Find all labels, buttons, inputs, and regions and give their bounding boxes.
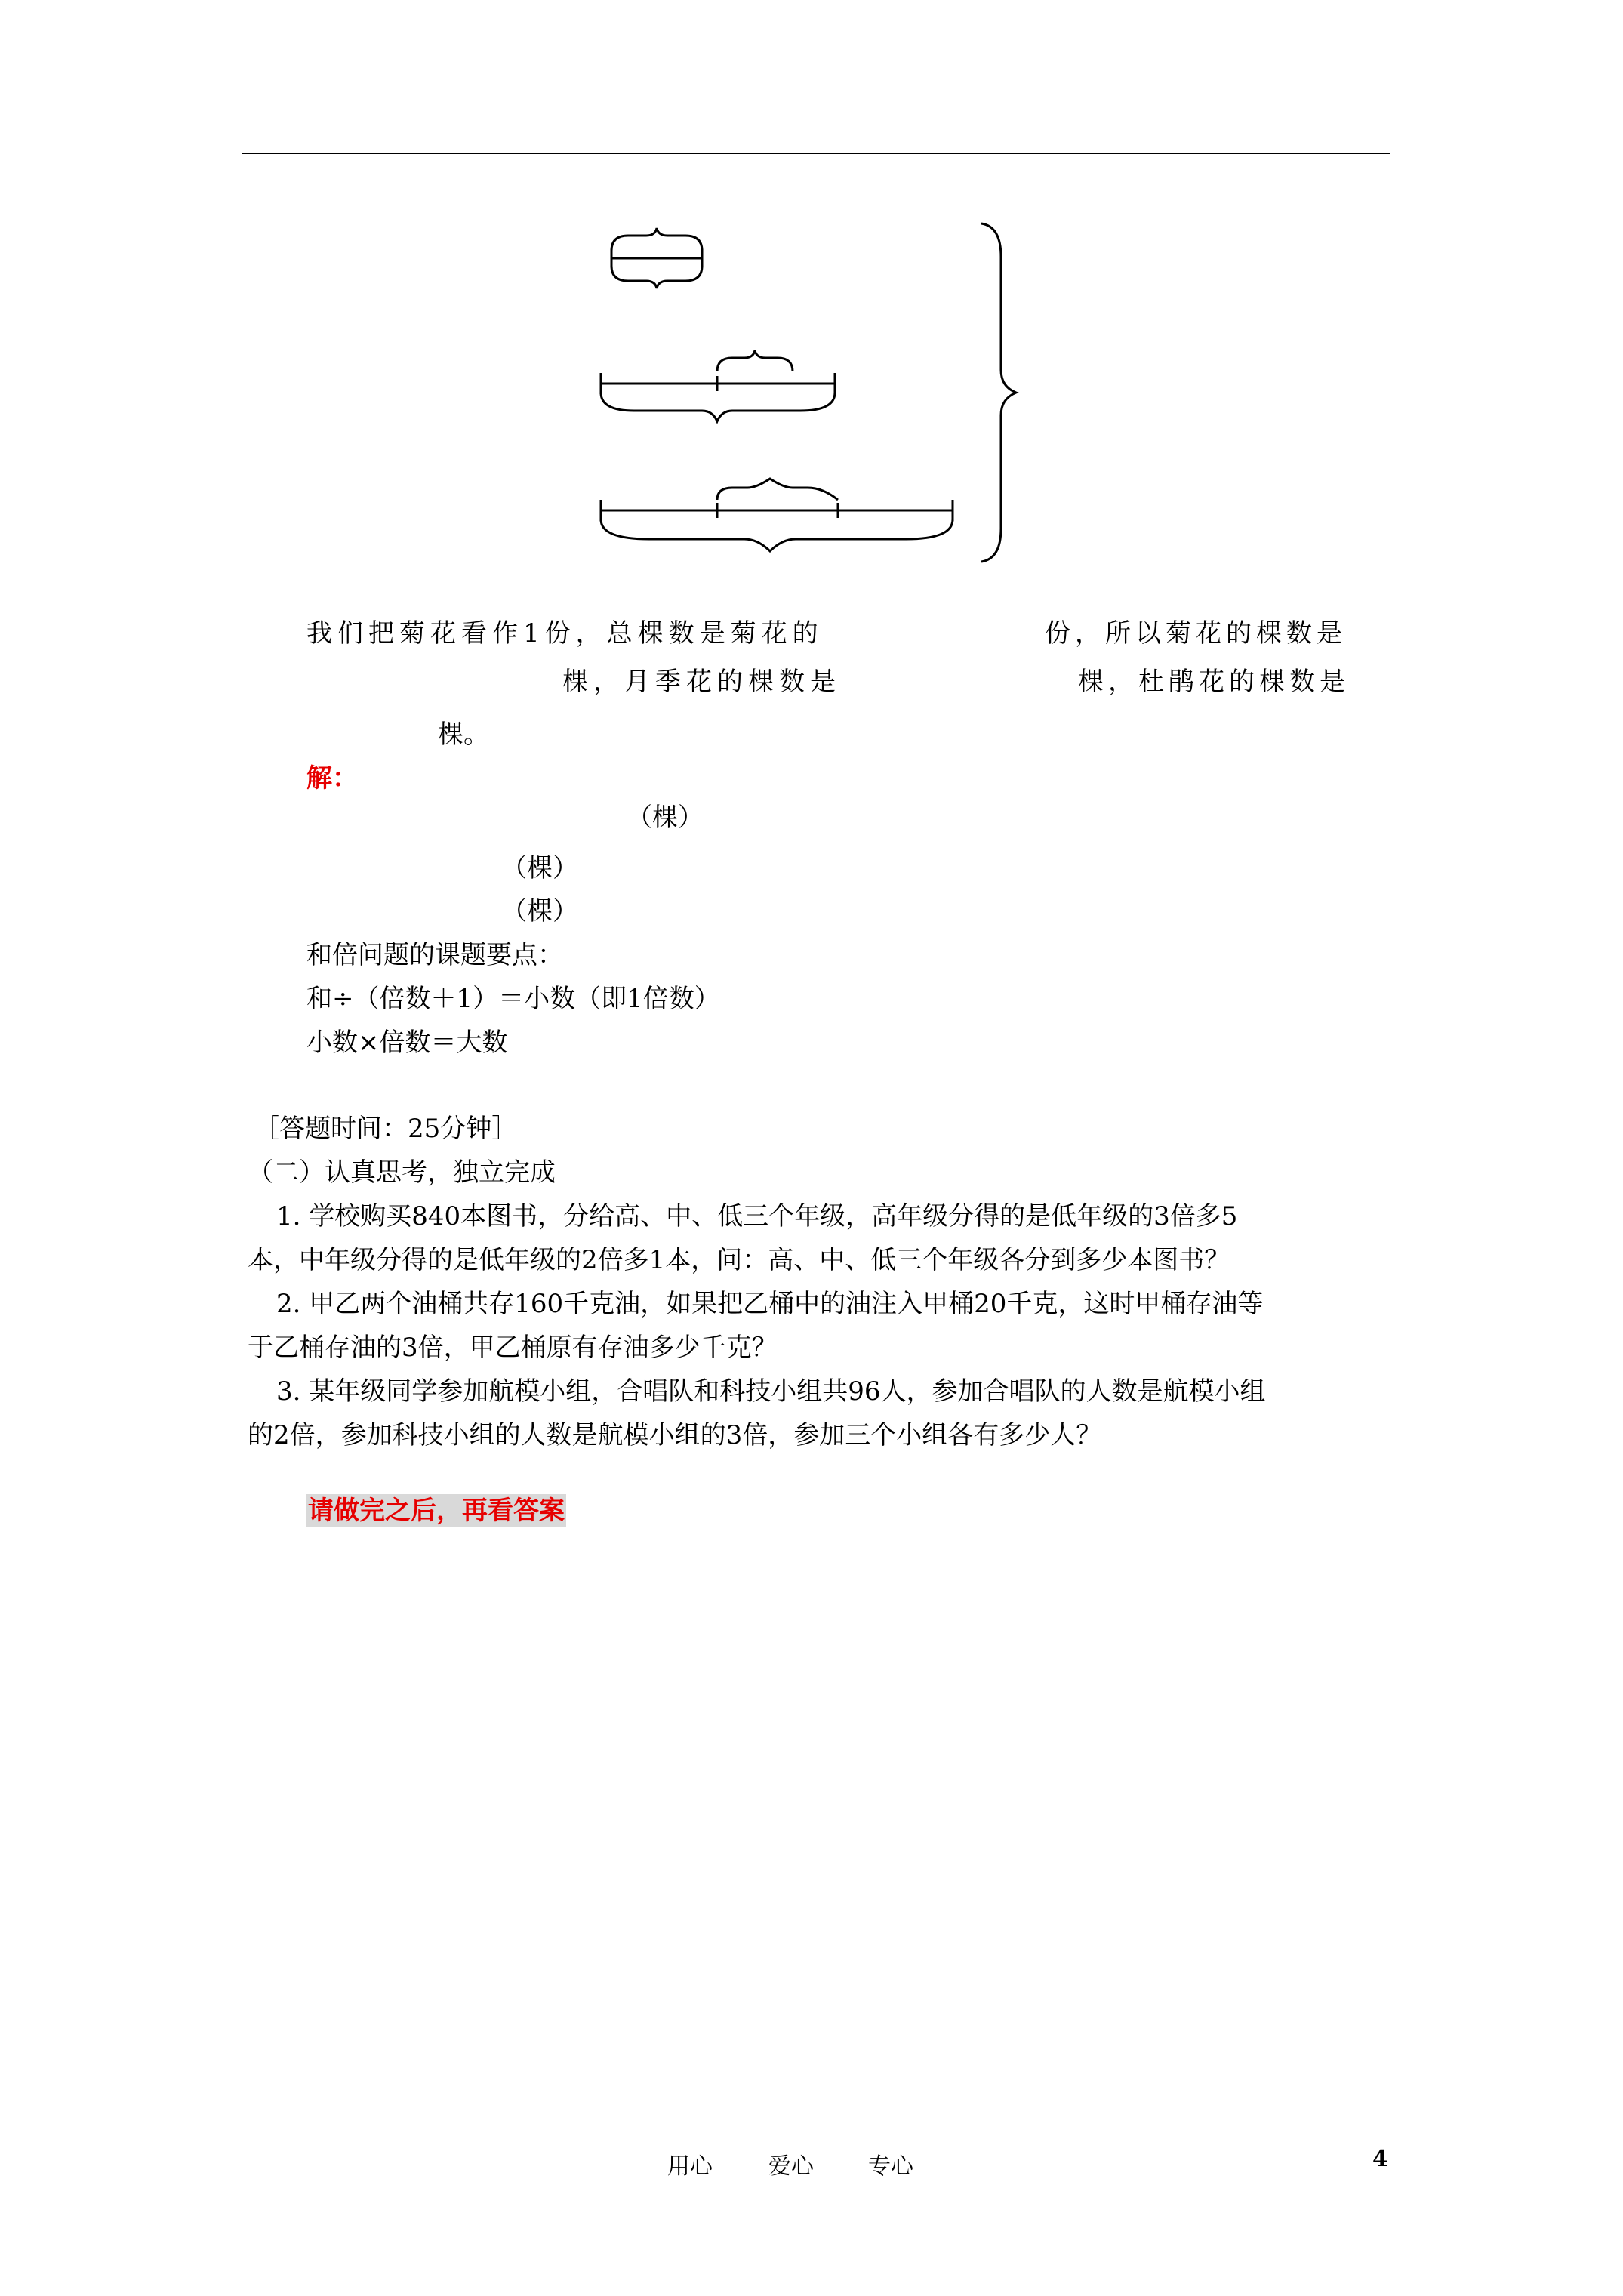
problem-1-line-2: 本，中年级分得的是低年级的2倍多1本，问：高、中、低三个年级各分到多少本图书？ <box>248 1245 1230 1275</box>
section-title: （二）认真思考，独立完成 <box>248 1157 556 1188</box>
solution-unit-2: （棵） <box>501 853 578 883</box>
segment-rose <box>601 350 835 421</box>
problem-1-line-1: 1. 学校购买840本图书，分给高、中、低三个年级，高年级分得的是低年级的3倍多5 <box>276 1201 1238 1231</box>
key-points-title: 和倍问题的课题要点： <box>306 940 563 970</box>
page-number: 4 <box>1372 2146 1388 2172</box>
solution-unit-1: （棵） <box>627 803 704 833</box>
time-note: ［答题时间：25分钟］ <box>254 1114 518 1144</box>
intro-line3: 棵。 <box>438 720 489 750</box>
problem-3-line-2: 的2倍，参加科技小组的人数是航模小组的3倍，参加三个小组各有多少人？ <box>248 1420 1102 1450</box>
segment-azalea <box>601 479 953 551</box>
solution-label: 解： <box>306 763 358 794</box>
segment-diagram <box>589 211 1042 574</box>
solution-unit-3: （棵） <box>501 896 578 926</box>
segment-chrysanthemum <box>611 228 702 288</box>
footer-slogan-3: 专心 <box>868 2153 913 2180</box>
notice: 请做完之后，再看答案 <box>308 1496 565 1526</box>
intro-line1-part2: 份，所以菊花的棵数是 <box>1045 618 1347 649</box>
problem-2-line-1: 2. 甲乙两个油桶共存160千克油，如果把乙桶中的油注入甲桶20千克，这时甲桶存油等 <box>276 1289 1264 1319</box>
intro-line2-part1: 棵，月季花的棵数是 <box>562 667 841 697</box>
key-points-rule-1: 和÷（倍数＋1）＝小数（即1倍数） <box>306 984 720 1014</box>
footer-slogan-2: 爱心 <box>768 2153 814 2180</box>
footer-slogan-1: 用心 <box>667 2153 713 2180</box>
problem-2-line-2: 于乙桶存油的3倍，甲乙桶原有存油多少千克？ <box>248 1333 778 1363</box>
total-brace <box>981 223 1016 562</box>
intro-line1-part1: 我们把菊花看作1份，总棵数是菊花的 <box>306 618 824 649</box>
header-rule <box>242 153 1390 154</box>
problem-3-line-1: 3. 某年级同学参加航模小组，合唱队和科技小组共96人，参加合唱队的人数是航模小组 <box>276 1376 1266 1407</box>
key-points-rule-2: 小数×倍数＝大数 <box>306 1028 508 1058</box>
intro-line2-part2: 棵，杜鹃花的棵数是 <box>1078 667 1350 697</box>
